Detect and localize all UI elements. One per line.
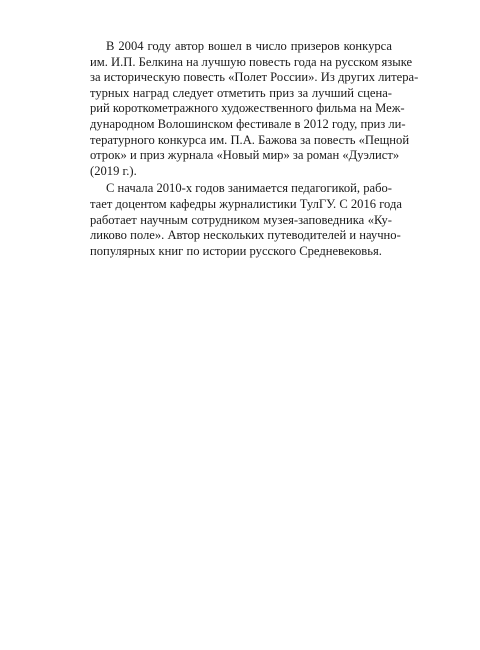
text-line: работает научным сотрудником музея-заповедника «Ку- [90,212,392,227]
text-line: популярных книг по истории русского Средневековья. [90,243,382,258]
text-line: им. И.П. Белкина на лучшую повесть года на русском языке [90,54,413,69]
text-line: отрок» и приз журнала «Новый мир» за роман «Дуэлист» [90,148,400,163]
text-line: С начала 2010-х годов занимается педагогикой, рабо- [106,181,392,196]
body-text [90,39,419,259]
text-line: тературного конкурса им. П.А. Бажова за повесть «Пещной [90,132,410,147]
paragraph-teaching [90,181,402,259]
text-line: В 2004 году автор вошел в число призеров конкурса [106,39,392,53]
text-line: за историческую повесть «Полет России». Из других литера- [90,70,419,85]
text-line: рий короткометражного художественного фильма на Меж- [90,101,405,116]
paragraph-awards [90,39,419,179]
text-line: турных наград следует отметить приз за лучший сцена- [90,85,392,100]
text-line: тает доцентом кафедры журналистики ТулГУ. С 2016 года [90,196,402,211]
text-line: ликово поле». Автор нескольких путеводителей и научно- [90,228,401,243]
text-line: дународном Волошинском фестивале в 2012 году, приз ли- [90,116,406,131]
text-line: (2019 г.). [90,163,137,178]
